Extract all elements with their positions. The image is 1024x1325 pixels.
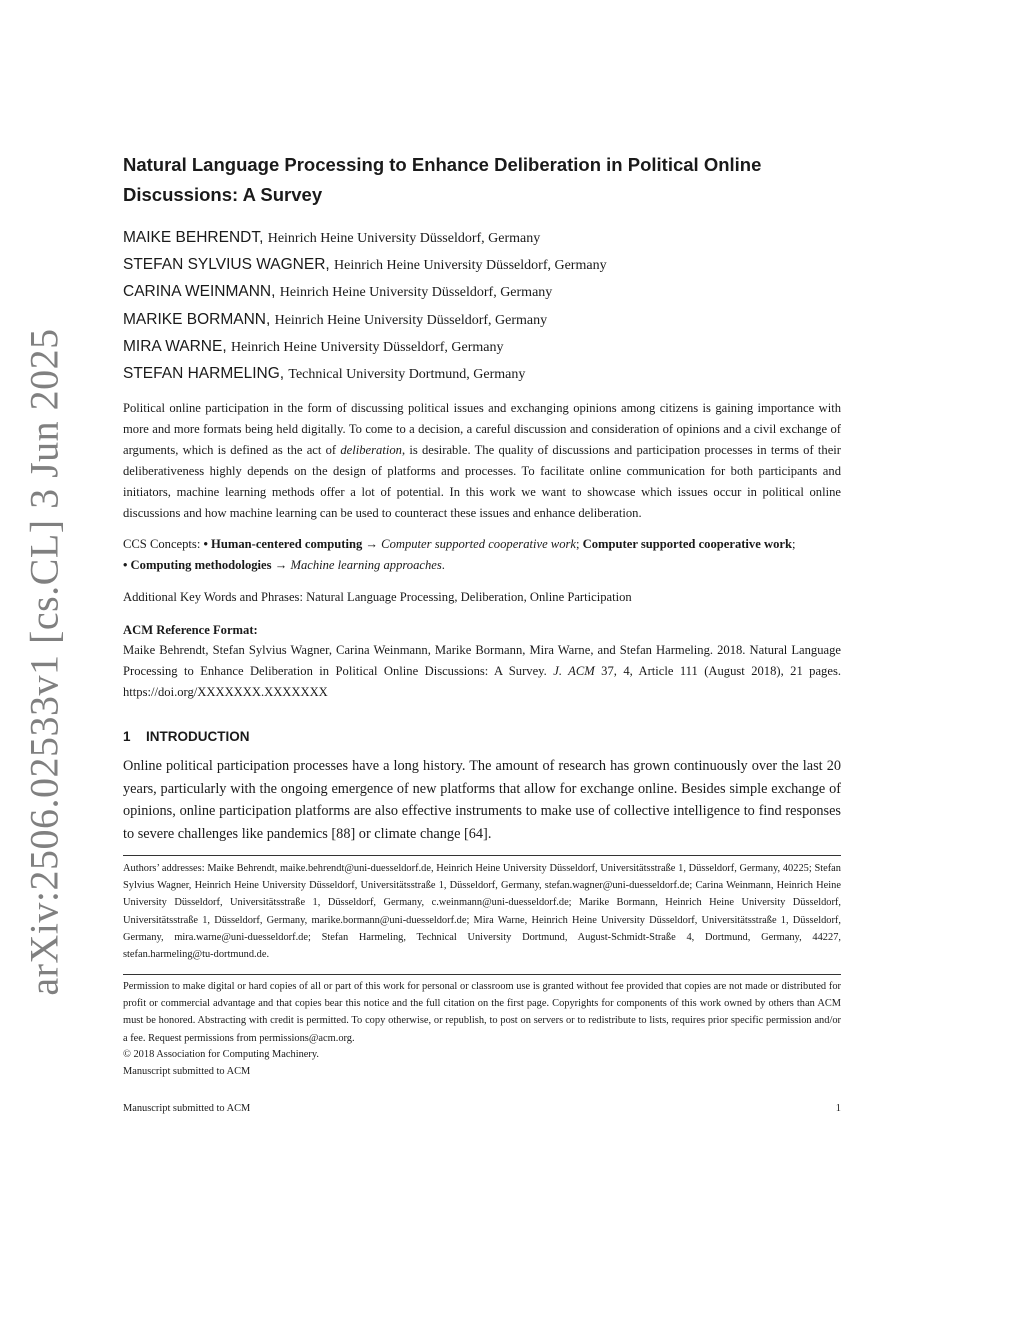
manuscript-note: Manuscript submitted to ACM [123, 1066, 251, 1077]
acm-reference-heading: ACM Reference Format: [123, 623, 258, 637]
permission-rule [123, 974, 841, 975]
abstract-emphasis: deliberation [340, 443, 402, 457]
author-name: MAIKE BEHRENDT [123, 229, 260, 246]
page-footer [123, 1100, 841, 1117]
author-entry: MIRA WARNE, Heinrich Heine University Düsseldorf, Germany [123, 337, 504, 355]
acm-reference: Maike Behrendt, Stefan Sylvius Wagner, Carina Weinmann, Marike Bormann, Mira Warne, and Stefan Harmeling. 2018. Natural Language Processing to Enhance Deliberation in Political Online Discussions: A Survey. J. ACM 37, 4, Article 111 (August 2018), 21 pages. https://doi.org/XXXXXXX.XXXXXXX [123, 643, 841, 699]
footer-venue: Manuscript submitted to ACM [123, 1103, 251, 1114]
ccs-concepts: CCS Concepts: • Human-centered computing → Computer supported cooperative work; Computer supported cooperative work; • Computing methodologies → Machine learning approaches. [123, 537, 796, 572]
copyright-notice: © 2018 Association for Computing Machinery. [123, 1049, 319, 1060]
author-list [123, 226, 841, 389]
author-entry: STEFAN HARMELING, Technical University Dortmund, Germany [123, 364, 526, 382]
intro-paragraph: Online political participation processes have a long history. The amount of research has grown continuously over the last 20 years, particularly with the ongoing emergence of new platforms that allow for exchange online. Besides simple exchange of opinions, online participation platforms are also effective instruments to make use of collective intelligence to find responses to severe challenges like pandemics [88] or climate change [64]. [123, 758, 841, 843]
arxiv-identifier: arXiv:2506.02533v1 [cs.CL] 3 Jun 2025 [21, 328, 67, 996]
section-title: INTRODUCTION [146, 729, 250, 744]
author-name: MIRA WARNE [123, 337, 223, 355]
author-affiliation: Heinrich Heine University Düsseldorf, Germany [279, 285, 553, 301]
abstract: Political online participation in the form of discussing political issues and exchanging opinions among citizens is gaining importance with more and more formats being held digitally. To come to a decision, a careful discussion and consideration of opinions and a civil exchange of arguments, which is defined as the act of deliberation, is desirable. The quality of discussions and participation processes in terms of their deliberativeness highly depends on the design of platforms and processes. To facilitate online communication for both participants and initiators, machine learning methods offer a lot of potential. In this work we want to showcase which issues occur in political online discussions and how machine learning can be used to counteract these issues and enhance deliberation. [123, 401, 841, 520]
author-entry: CARINA WEINMANN, Heinrich Heine University Düsseldorf, Germany [123, 283, 553, 301]
author-entry: STEFAN SYLVIUS WAGNER, Heinrich Heine University Düsseldorf, Germany [123, 256, 607, 274]
author-entry: MARIKE BORMANN, Heinrich Heine University Düsseldorf, Germany [123, 310, 548, 328]
author-name: MARIKE BORMANN [123, 310, 266, 328]
author-affiliation: Heinrich Heine University Düsseldorf, Germany [334, 258, 607, 274]
paper-title: Natural Language Processing to Enhance Deliberation in Political Online Discussions: A Survey [123, 154, 762, 205]
keywords: Additional Key Words and Phrases: Natural Language Processing, Deliberation, Online Participation [123, 590, 632, 604]
author-affiliation: Heinrich Heine University Düsseldorf, Germany [274, 312, 548, 328]
authors-addresses: Authors’ addresses: Maike Behrendt, maike.behrendt@uni-duesseldorf.de, Heinrich Heine University Düsseldorf, Universitätsstraße 1, Düsseldorf, Germany, 40225; Stefan Sylvius Wagner, Heinrich Heine University Düsseldorf, Universitätsstraße 1, Düsseldorf, Germany, stefan.wagner@uni-duesseldorf.de; Carina Weinmann, Heinrich Heine University Düsseldorf, Universitätsstraße 1, Düsseldorf, Germany, c.weinmann@uni-duesseldorf.de; Marike Bormann, Heinrich Heine University Düsseldorf, Universitätsstraße 1, Düsseldorf, Germany, marike.bormann@uni-duesseldorf.de; Mira Warne, Heinrich Heine University Düsseldorf, Universitätsstraße 1, Düsseldorf, Germany, mira.warne@uni-duesseldorf.de; Stefan Harmeling, Technical University Dortmund, August-Schmidt-Straße 4, Dortmund, Germany, 44227, stefan.harmeling@tu-dortmund.de. [123, 863, 841, 961]
author-affiliation: Heinrich Heine University Düsseldorf, Germany [230, 339, 504, 355]
author-name: STEFAN HARMELING [123, 364, 280, 382]
footnote-rule [123, 855, 841, 856]
section-number: 1 [123, 729, 131, 744]
page-number: 1 [835, 1103, 841, 1114]
author-name: CARINA WEINMANN [123, 283, 272, 301]
section-heading [123, 726, 250, 748]
author-name: STEFAN SYLVIUS WAGNER [123, 256, 326, 274]
permission-notice: Permission to make digital or hard copies of all or part of this work for personal or classroom use is granted without fee provided that copies are not made or distributed for profit or commercial advantage and that copies bear this notice and the full citation on the first page. Copyrights for components of this work owned by others than ACM must be honored. Abstracting with credit is permitted. To copy otherwise, or republish, to post on servers or to redistribute to lists, requires prior specific permission and/or a fee. Request permissions from permissions@acm.org. [123, 981, 841, 1044]
author-affiliation: Heinrich Heine University Düsseldorf, Germany [267, 231, 541, 246]
author-affiliation: Technical University Dortmund, Germany [288, 366, 526, 382]
author-entry: MAIKE BEHRENDT, Heinrich Heine University Düsseldorf, Germany [123, 229, 541, 246]
